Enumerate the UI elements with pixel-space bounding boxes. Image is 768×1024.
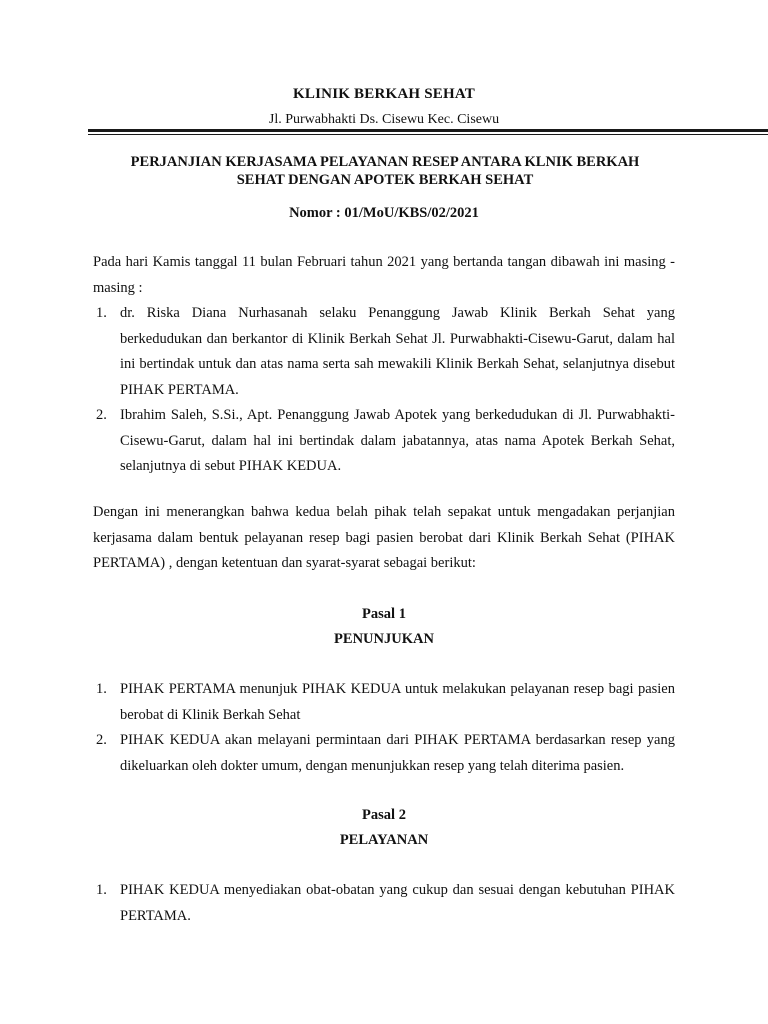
- title-line-2: SEHAT DENGAN APOTEK BERKAH SEHAT: [236, 172, 534, 188]
- list-text: dr. Riska Diana Nurhasanah selaku Penanggung Jawab Klinik Berkah Sehat yang berkedudukan dan berkantor di Klinik Berkah Sehat Jl. Purwabhakti-Cisewu-Garut, dalam hal ini bertindak untuk dan atas nama serta sah mewakili Klinik Berkah Sehat, selanjutnya disebut PIHAK PERTAMA.: [120, 305, 675, 398]
- clinic-address: Jl. Purwabhakti Ds. Cisewu Kec. Cisewu: [268, 112, 500, 127]
- list-number: 1.: [96, 681, 107, 697]
- list-text: PIHAK KEDUA menyediakan obat-obatan yang cukup dan sesuai dengan kebutuhan PIHAK PERTAMA.: [120, 882, 675, 924]
- list-item: [93, 301, 675, 403]
- list-item: [93, 878, 675, 929]
- list-number: 1.: [96, 305, 107, 321]
- parties-list: [93, 301, 675, 480]
- letterhead-rule-thin: [88, 134, 768, 135]
- list-item: [93, 403, 675, 480]
- intro-paragraph: Pada hari Kamis tanggal 11 bulan Februari tahun 2021 yang bertanda tangan dibawah ini masing - masing :: [93, 254, 675, 296]
- title-line-1: PERJANJIAN KERJASAMA PELAYANAN RESEP ANTARA KLNIK BERKAH: [130, 154, 640, 170]
- letterhead-rule-thick: [88, 129, 768, 132]
- pasal-2-list: [93, 878, 675, 929]
- list-text: Ibrahim Saleh, S.Si., Apt. Penanggung Jawab Apotek yang berkedudukan di Jl. Purwabhakti-Cisewu-Garut, dalam hal ini bertindak dalam jabatannya, atas nama Apotek Berkah Sehat, selanjutnya di sebut PIHAK KEDUA.: [120, 407, 675, 474]
- clinic-name: KLINIK BERKAH SEHAT: [293, 86, 475, 102]
- list-text: PIHAK KEDUA akan melayani permintaan dari PIHAK PERTAMA berdasarkan resep yang dikeluarkan oleh dokter umum, dengan menunjukkan resep yang telah diterima pasien.: [120, 732, 675, 774]
- list-item: [93, 677, 675, 728]
- pasal-1-list: [93, 677, 675, 779]
- document-title: [95, 153, 675, 189]
- pasal-2-label: Pasal 2: [362, 807, 406, 823]
- pasal-1-label: Pasal 1: [362, 606, 406, 622]
- list-item: [93, 728, 675, 779]
- list-number: 2.: [96, 407, 107, 423]
- pasal-1-heading: PENUNJUKAN: [334, 631, 434, 647]
- pasal-2-heading: PELAYANAN: [339, 832, 429, 848]
- list-number: 1.: [96, 882, 107, 898]
- list-text: PIHAK PERTAMA menunjuk PIHAK KEDUA untuk melakukan pelayanan resep bagi pasien berobat di Klinik Berkah Sehat: [120, 681, 675, 723]
- closing-paragraph: Dengan ini menerangkan bahwa kedua belah pihak telah sepakat untuk mengadakan perjanjian kerjasama dalam bentuk pelayanan resep bagi pasien berobat dari Klinik Berkah Sehat (PIHAK PERTAMA) , dengan ketentuan dan syarat-syarat sebagai berikut:: [93, 504, 675, 571]
- list-number: 2.: [96, 732, 107, 748]
- document-number: Nomor : 01/MoU/KBS/02/2021: [289, 205, 479, 221]
